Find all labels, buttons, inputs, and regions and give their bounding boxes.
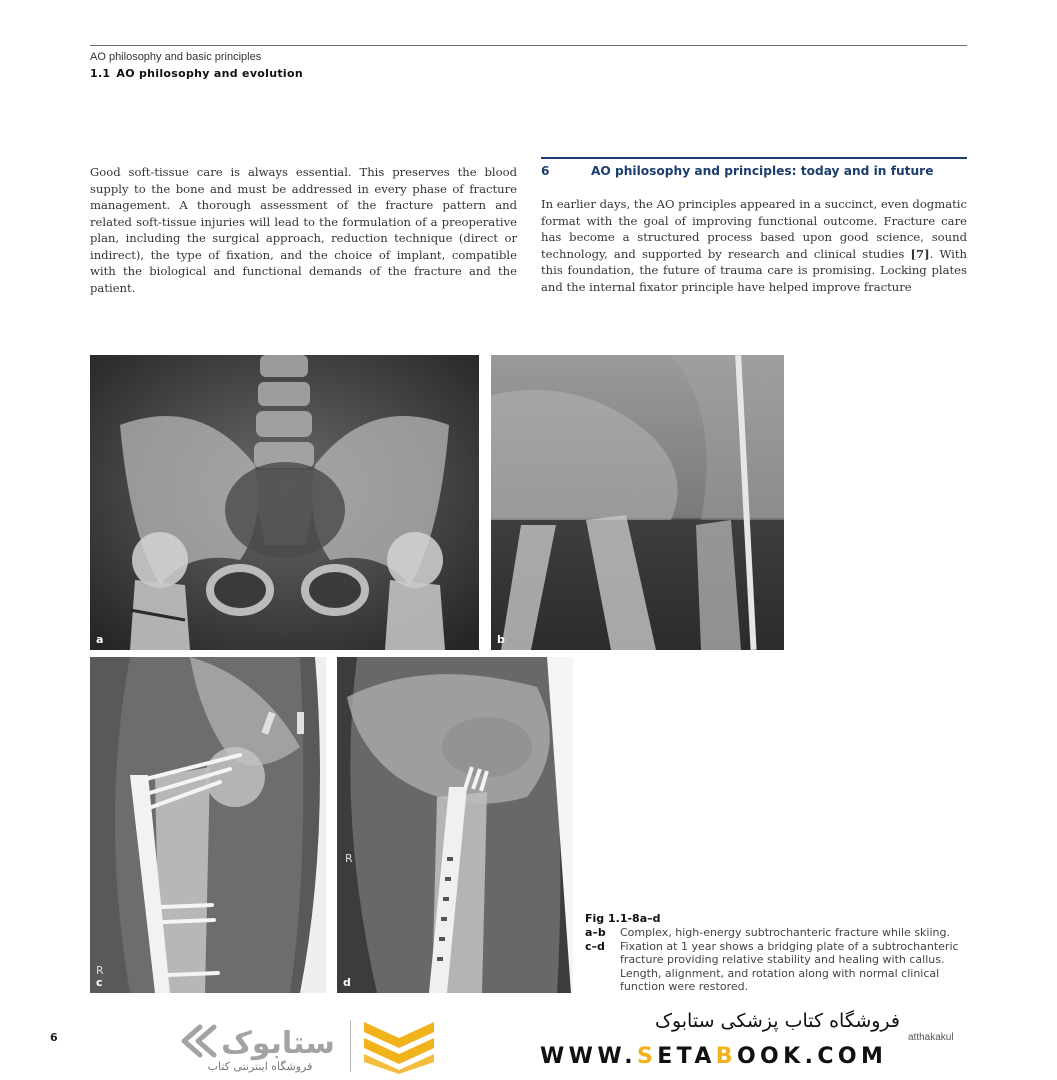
- xray-panel-d: [337, 657, 573, 993]
- header-section-name: AO philosophy and evolution: [116, 67, 303, 80]
- caption-row: [585, 926, 970, 940]
- fixation-ap-xray-image: [90, 657, 326, 993]
- caption-key: a–b: [585, 926, 606, 939]
- caption-key: c–d: [585, 939, 605, 953]
- reference-citation: [7]: [910, 246, 930, 261]
- panel-label-d: d: [343, 976, 351, 989]
- caption-text: Complex, high-energy subtrochanteric fracture while skiing.: [620, 926, 950, 939]
- watermark-store-name: فروشگاه کتاب پزشکی ستابوک: [654, 1010, 900, 1032]
- url-middle: ETA: [657, 1044, 716, 1069]
- header-section-number: 1.1: [90, 67, 111, 80]
- panel-label-a: a: [96, 633, 104, 646]
- watermark-url: [540, 1044, 906, 1069]
- url-highlight-b: B: [715, 1044, 737, 1069]
- xray-panel-a: [90, 355, 479, 650]
- watermark-divider: [350, 1020, 351, 1072]
- caption-row: [585, 940, 970, 994]
- watermark-logo-subtitle: فروشگاه اینترنتی کتاب: [207, 1060, 313, 1073]
- paragraph-text-part1: In earlier days, the AO principles appeared in a succinct, even dogmatic format with the goal of improving functional outcome. Fracture care has become a structured process based upon good science, sound technology, and supported by research and clinical studies: [541, 197, 967, 261]
- xray-panel-c: [90, 657, 326, 993]
- xray-panel-b: [491, 355, 784, 650]
- url-suffix: OOK.COM: [736, 1044, 888, 1069]
- right-column-paragraph: [541, 196, 967, 295]
- section-number: 6: [541, 164, 550, 178]
- radiograph-side-marker-c: R: [96, 964, 104, 977]
- section-heading: [541, 164, 967, 178]
- watermark-chevron-icon: [360, 1016, 438, 1074]
- panel-label-b: b: [497, 633, 505, 646]
- lateral-xray-image: [491, 355, 784, 650]
- page-number: 6: [50, 1031, 58, 1044]
- header-section-title: [90, 67, 303, 80]
- url-prefix: WWW.: [540, 1044, 637, 1069]
- pelvis-xray-image: [90, 355, 479, 650]
- caption-title: Fig 1.1-8a–d: [585, 912, 661, 925]
- paragraph-text-part2: . With this foundation, the future of trauma care is promising. Locking plates and the internal fixator principle have helped improve fracture: [541, 246, 968, 294]
- panel-label-c: c: [96, 976, 103, 989]
- section-rule: [541, 157, 967, 159]
- footer-author-fragment: atthakakul: [908, 1032, 954, 1043]
- header-rule: [90, 45, 967, 46]
- caption-text: Fixation at 1 year shows a bridging plate of a subtrochanteric fracture providing relative stability and healing with callus. Length, alignment, and rotation along with normal clinical function were restored.: [620, 939, 959, 993]
- section-title: AO philosophy and principles: today and in future: [591, 164, 934, 178]
- watermark-logo-text: ستابوک: [221, 1026, 335, 1061]
- radiograph-side-marker-d: R: [345, 852, 353, 865]
- fixation-lateral-xray-image: [337, 657, 573, 993]
- url-highlight-s: S: [636, 1044, 658, 1069]
- figure-caption: [585, 912, 970, 994]
- header-series-title: AO philosophy and basic principles: [90, 51, 262, 63]
- left-column-paragraph: Good soft-tissue care is always essential. This preserves the blood supply to the bone and must be addressed in every phase of fracture management. A thorough assessment of the fracture pattern and related soft-tissue injuries will lead to the formulation of a preoperative plan, including the surgical approach, reduction technique (direct or indirect), the type of fixation, and the choice of implant, compatible with the biological and functional demands of the fracture and the patient.: [90, 165, 517, 295]
